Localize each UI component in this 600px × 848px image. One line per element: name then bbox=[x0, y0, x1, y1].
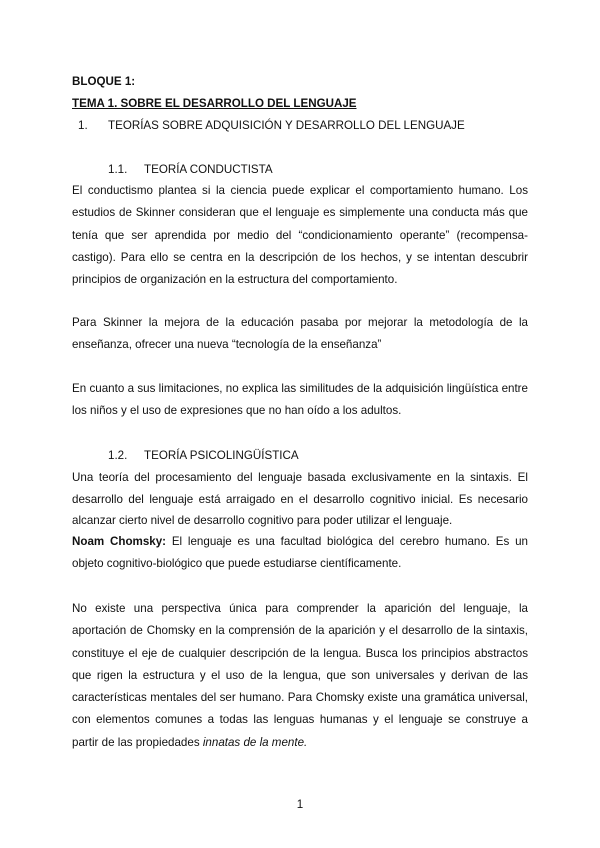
section-number: 1. bbox=[78, 119, 88, 132]
block-title: BLOQUE 1: bbox=[72, 75, 136, 88]
paragraph-skinner: Para Skinner la mejora de la educación pasaba por mejorar la metodología de la enseñanza, ofrecer una nueva “tecnología de la enseñanza” bbox=[72, 316, 528, 352]
subsection-1-1-number: 1.1. bbox=[108, 163, 128, 176]
section-title: TEORÍAS SOBRE ADQUISICIÓN Y DESARROLLO DEL LENGUAJE bbox=[108, 119, 465, 132]
paragraph-conductismo: El conductismo plantea si la ciencia puede explicar el comportamiento humano. Los estudios de Skinner consideran que el lenguaje es simplemente una conducta más que tenía que ser aprendida por medio del “condicionamiento operante” (recompensa-castigo). Para ello se centra en la descripción de los hechos, y se intentan descubrir principios de organización en la estructura del comportamiento. bbox=[72, 184, 528, 287]
aparicion-italic: innatas de la mente. bbox=[202, 735, 308, 749]
subsection-1-1-title: TEORÍA CONDUCTISTA bbox=[144, 163, 273, 176]
paragraph-chomsky bbox=[72, 531, 528, 574]
paragraph-psicolinguistica: Una teoría del procesamiento del lenguaje basada exclusivamente en la sintaxis. El desarrollo del lenguaje está arraigado en el desarrollo cognitivo inicial. Es necesario alcanzar cierto nivel de desarrollo cognitivo para poder utilizar el lenguaje. bbox=[72, 471, 528, 527]
paragraph-limitaciones: En cuanto a sus limitaciones, no explica las similitudes de la adquisición lingüística entre los niños y el uso de expresiones que no han oído a los adultos. bbox=[72, 382, 528, 418]
aparicion-text: No existe una perspectiva única para comprender la aparición del lenguaje, la aportación de Chomsky en la comprensión de la aparición y el desarrollo de la sintaxis, constituye el eje de cualquier descripción de la lengua. Busca los principios abstractos que rigen la estructura y el uso de la lengua, que son universales y derivan de las características mentales del ser humano. Para Chomsky existe una gramática universal, con elementos comunes a todas las lenguas humanas y el lenguaje se construye a partir de las propiedades bbox=[72, 602, 528, 749]
page-number: 1 bbox=[296, 798, 304, 811]
chomsky-label: Noam Chomsky: bbox=[72, 535, 167, 548]
chomsky-text: El lenguaje es una facultad biológica del cerebro humano. Es un objeto cognitivo-biológico que puede estudiarse científicamente. bbox=[72, 535, 528, 570]
subsection-1-2-number: 1.2. bbox=[108, 449, 128, 462]
topic-title: TEMA 1. SOBRE EL DESARROLLO DEL LENGUAJE bbox=[72, 97, 357, 110]
paragraph-aparicion bbox=[72, 598, 528, 754]
subsection-1-2-title: TEORÍA PSICOLINGÜÍSTICA bbox=[144, 449, 299, 462]
